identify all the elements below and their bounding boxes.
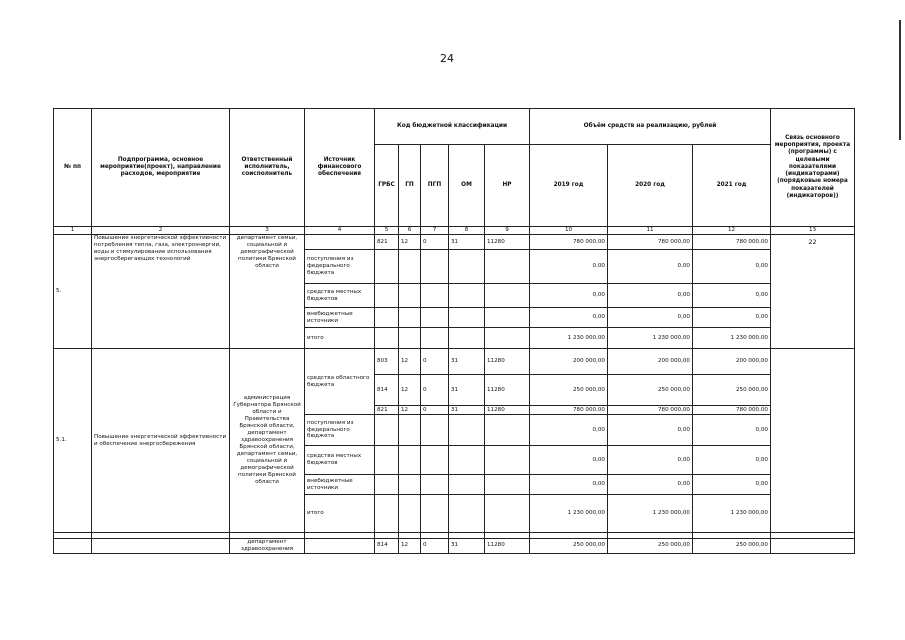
amount-2021: 200 000,00 <box>693 349 771 375</box>
header-responsible: Ответственный исполнитель, соисполнитель <box>230 109 305 227</box>
gp-cell: 12 <box>399 539 421 554</box>
om-cell: 31 <box>449 349 485 375</box>
header-pgp: ПГП <box>421 145 449 227</box>
amount-2021: 0,00 <box>693 250 771 284</box>
grbs-cell: 821 <box>375 235 399 250</box>
nr-cell: 11280 <box>485 406 530 415</box>
total-label: итого <box>305 495 375 533</box>
total-2020: 1 230 000,00 <box>608 328 693 349</box>
pgp-cell: 0 <box>421 235 449 250</box>
header-budget-code: Код бюджетной классификации <box>375 109 530 145</box>
source-cell: средства местных бюджетов <box>305 284 375 308</box>
source-cell: средства областного бюджета <box>305 349 375 415</box>
table-row <box>54 349 855 375</box>
grbs-cell: 821 <box>375 406 399 415</box>
total-label: итого <box>305 328 375 349</box>
pgp-cell: 0 <box>421 539 449 554</box>
row-title: Повышение энергетической эффективности потребления тепла, газа, электроэнергии, воды и стимулирование использования энергосберегающих технологий <box>92 235 230 349</box>
amount-2020: 0,00 <box>608 284 693 308</box>
nr-cell: 11280 <box>485 539 530 554</box>
header-2019: 2019 год <box>530 145 608 227</box>
table-row <box>54 539 855 554</box>
amount-2019: 0,00 <box>530 308 608 328</box>
col-num: 2 <box>92 227 230 235</box>
col-num: 8 <box>449 227 485 235</box>
header-grbs: ГРБС <box>375 145 399 227</box>
header-link-indicators: Связь основного мероприятия, проекта (программы) с целевыми показателями (индикаторами) (порядковые номера показателей (индикаторов)) <box>771 109 855 227</box>
col-num: 3 <box>230 227 305 235</box>
col-num: 9 <box>485 227 530 235</box>
header-subprogram: Подпрограмма, основное мероприятие(проект), направление расходов, мероприятие <box>92 109 230 227</box>
header-2020: 2020 год <box>608 145 693 227</box>
amount-2020: 0,00 <box>608 250 693 284</box>
page-number: 24 <box>440 52 454 65</box>
nr-cell: 11280 <box>485 375 530 406</box>
amount-2019: 780 000,00 <box>530 235 608 250</box>
om-cell: 31 <box>449 235 485 250</box>
source-cell: поступления из федерального бюджета <box>305 250 375 284</box>
source-cell: средства местных бюджетов <box>305 446 375 475</box>
source-cell <box>305 235 375 250</box>
row-number: 5.1. <box>54 349 92 533</box>
om-cell: 31 <box>449 406 485 415</box>
pgp-cell: 0 <box>421 406 449 415</box>
col-num: 4 <box>305 227 375 235</box>
amount-2020: 250 000,00 <box>608 539 693 554</box>
row-number: 5. <box>54 235 92 349</box>
header-npp: № пп <box>54 109 92 227</box>
col-num: 10 <box>530 227 608 235</box>
indicator-number: 22 <box>771 235 855 349</box>
gp-cell: 12 <box>399 406 421 415</box>
amount-2020: 0,00 <box>608 475 693 495</box>
gp-cell: 12 <box>399 375 421 406</box>
amount-2021: 780 000,00 <box>693 235 771 250</box>
total-2021: 1 230 000,00 <box>693 495 771 533</box>
total-2020: 1 230 000,00 <box>608 495 693 533</box>
gp-cell: 12 <box>399 235 421 250</box>
header-gp: ГП <box>399 145 421 227</box>
total-2021: 1 230 000,00 <box>693 328 771 349</box>
amount-2020: 250 000,00 <box>608 375 693 406</box>
amount-2021: 0,00 <box>693 308 771 328</box>
total-2019: 1 230 000,00 <box>530 328 608 349</box>
row-responsible: департамент семьи, социальной и демографической политики Брянской области <box>230 235 305 349</box>
om-cell: 31 <box>449 375 485 406</box>
source-cell: поступления из федерального бюджета <box>305 415 375 446</box>
grbs-cell: 814 <box>375 375 399 406</box>
table-row <box>54 235 855 250</box>
nr-cell: 11280 <box>485 235 530 250</box>
amount-2021: 780 000,00 <box>693 406 771 415</box>
header-2021: 2021 год <box>693 145 771 227</box>
col-num: 13 <box>771 227 855 235</box>
pgp-cell: 0 <box>421 349 449 375</box>
indicator-cell <box>771 349 855 533</box>
grbs-cell: 803 <box>375 349 399 375</box>
header-funds: Объём средств на реализацию, рублей <box>530 109 771 145</box>
header-om: ОМ <box>449 145 485 227</box>
nr-cell: 11280 <box>485 349 530 375</box>
row-responsible: администрация Губернатора Брянской области и Правительства Брянской области, департамент здравоохранения Брянской области, департамент семьи, социальной и демографической политики Брянской области <box>230 349 305 533</box>
row-title: Повышение энергетической эффективности и обеспечение энергосбережения <box>92 349 230 533</box>
source-cell: внебюджетные источники <box>305 308 375 328</box>
amount-2021: 0,00 <box>693 475 771 495</box>
amount-2019: 0,00 <box>530 415 608 446</box>
amount-2020: 0,00 <box>608 308 693 328</box>
amount-2021: 250 000,00 <box>693 375 771 406</box>
page-edge-line <box>899 20 901 140</box>
column-number-row <box>54 227 855 235</box>
col-num: 7 <box>421 227 449 235</box>
amount-2019: 200 000,00 <box>530 349 608 375</box>
total-2019: 1 230 000,00 <box>530 495 608 533</box>
amount-2020: 780 000,00 <box>608 235 693 250</box>
col-num: 5 <box>375 227 399 235</box>
row-responsible: департамент здравоохранения <box>230 539 305 554</box>
om-cell: 31 <box>449 539 485 554</box>
amount-2020: 0,00 <box>608 415 693 446</box>
col-num: 12 <box>693 227 771 235</box>
budget-table <box>53 108 855 554</box>
source-cell: внебюджетные источники <box>305 475 375 495</box>
pgp-cell: 0 <box>421 375 449 406</box>
grbs-cell: 814 <box>375 539 399 554</box>
header-nr: НР <box>485 145 530 227</box>
amount-2021: 0,00 <box>693 446 771 475</box>
amount-2020: 0,00 <box>608 446 693 475</box>
amount-2021: 250 000,00 <box>693 539 771 554</box>
amount-2019: 0,00 <box>530 475 608 495</box>
gp-cell: 12 <box>399 349 421 375</box>
col-num: 1 <box>54 227 92 235</box>
amount-2020: 200 000,00 <box>608 349 693 375</box>
amount-2019: 780 000,00 <box>530 406 608 415</box>
header-source: Источник финансового обеспечения <box>305 109 375 227</box>
amount-2019: 0,00 <box>530 446 608 475</box>
amount-2019: 0,00 <box>530 250 608 284</box>
amount-2019: 250 000,00 <box>530 539 608 554</box>
amount-2021: 0,00 <box>693 284 771 308</box>
amount-2019: 250 000,00 <box>530 375 608 406</box>
amount-2020: 780 000,00 <box>608 406 693 415</box>
amount-2019: 0,00 <box>530 284 608 308</box>
col-num: 11 <box>608 227 693 235</box>
col-num: 6 <box>399 227 421 235</box>
amount-2021: 0,00 <box>693 415 771 446</box>
